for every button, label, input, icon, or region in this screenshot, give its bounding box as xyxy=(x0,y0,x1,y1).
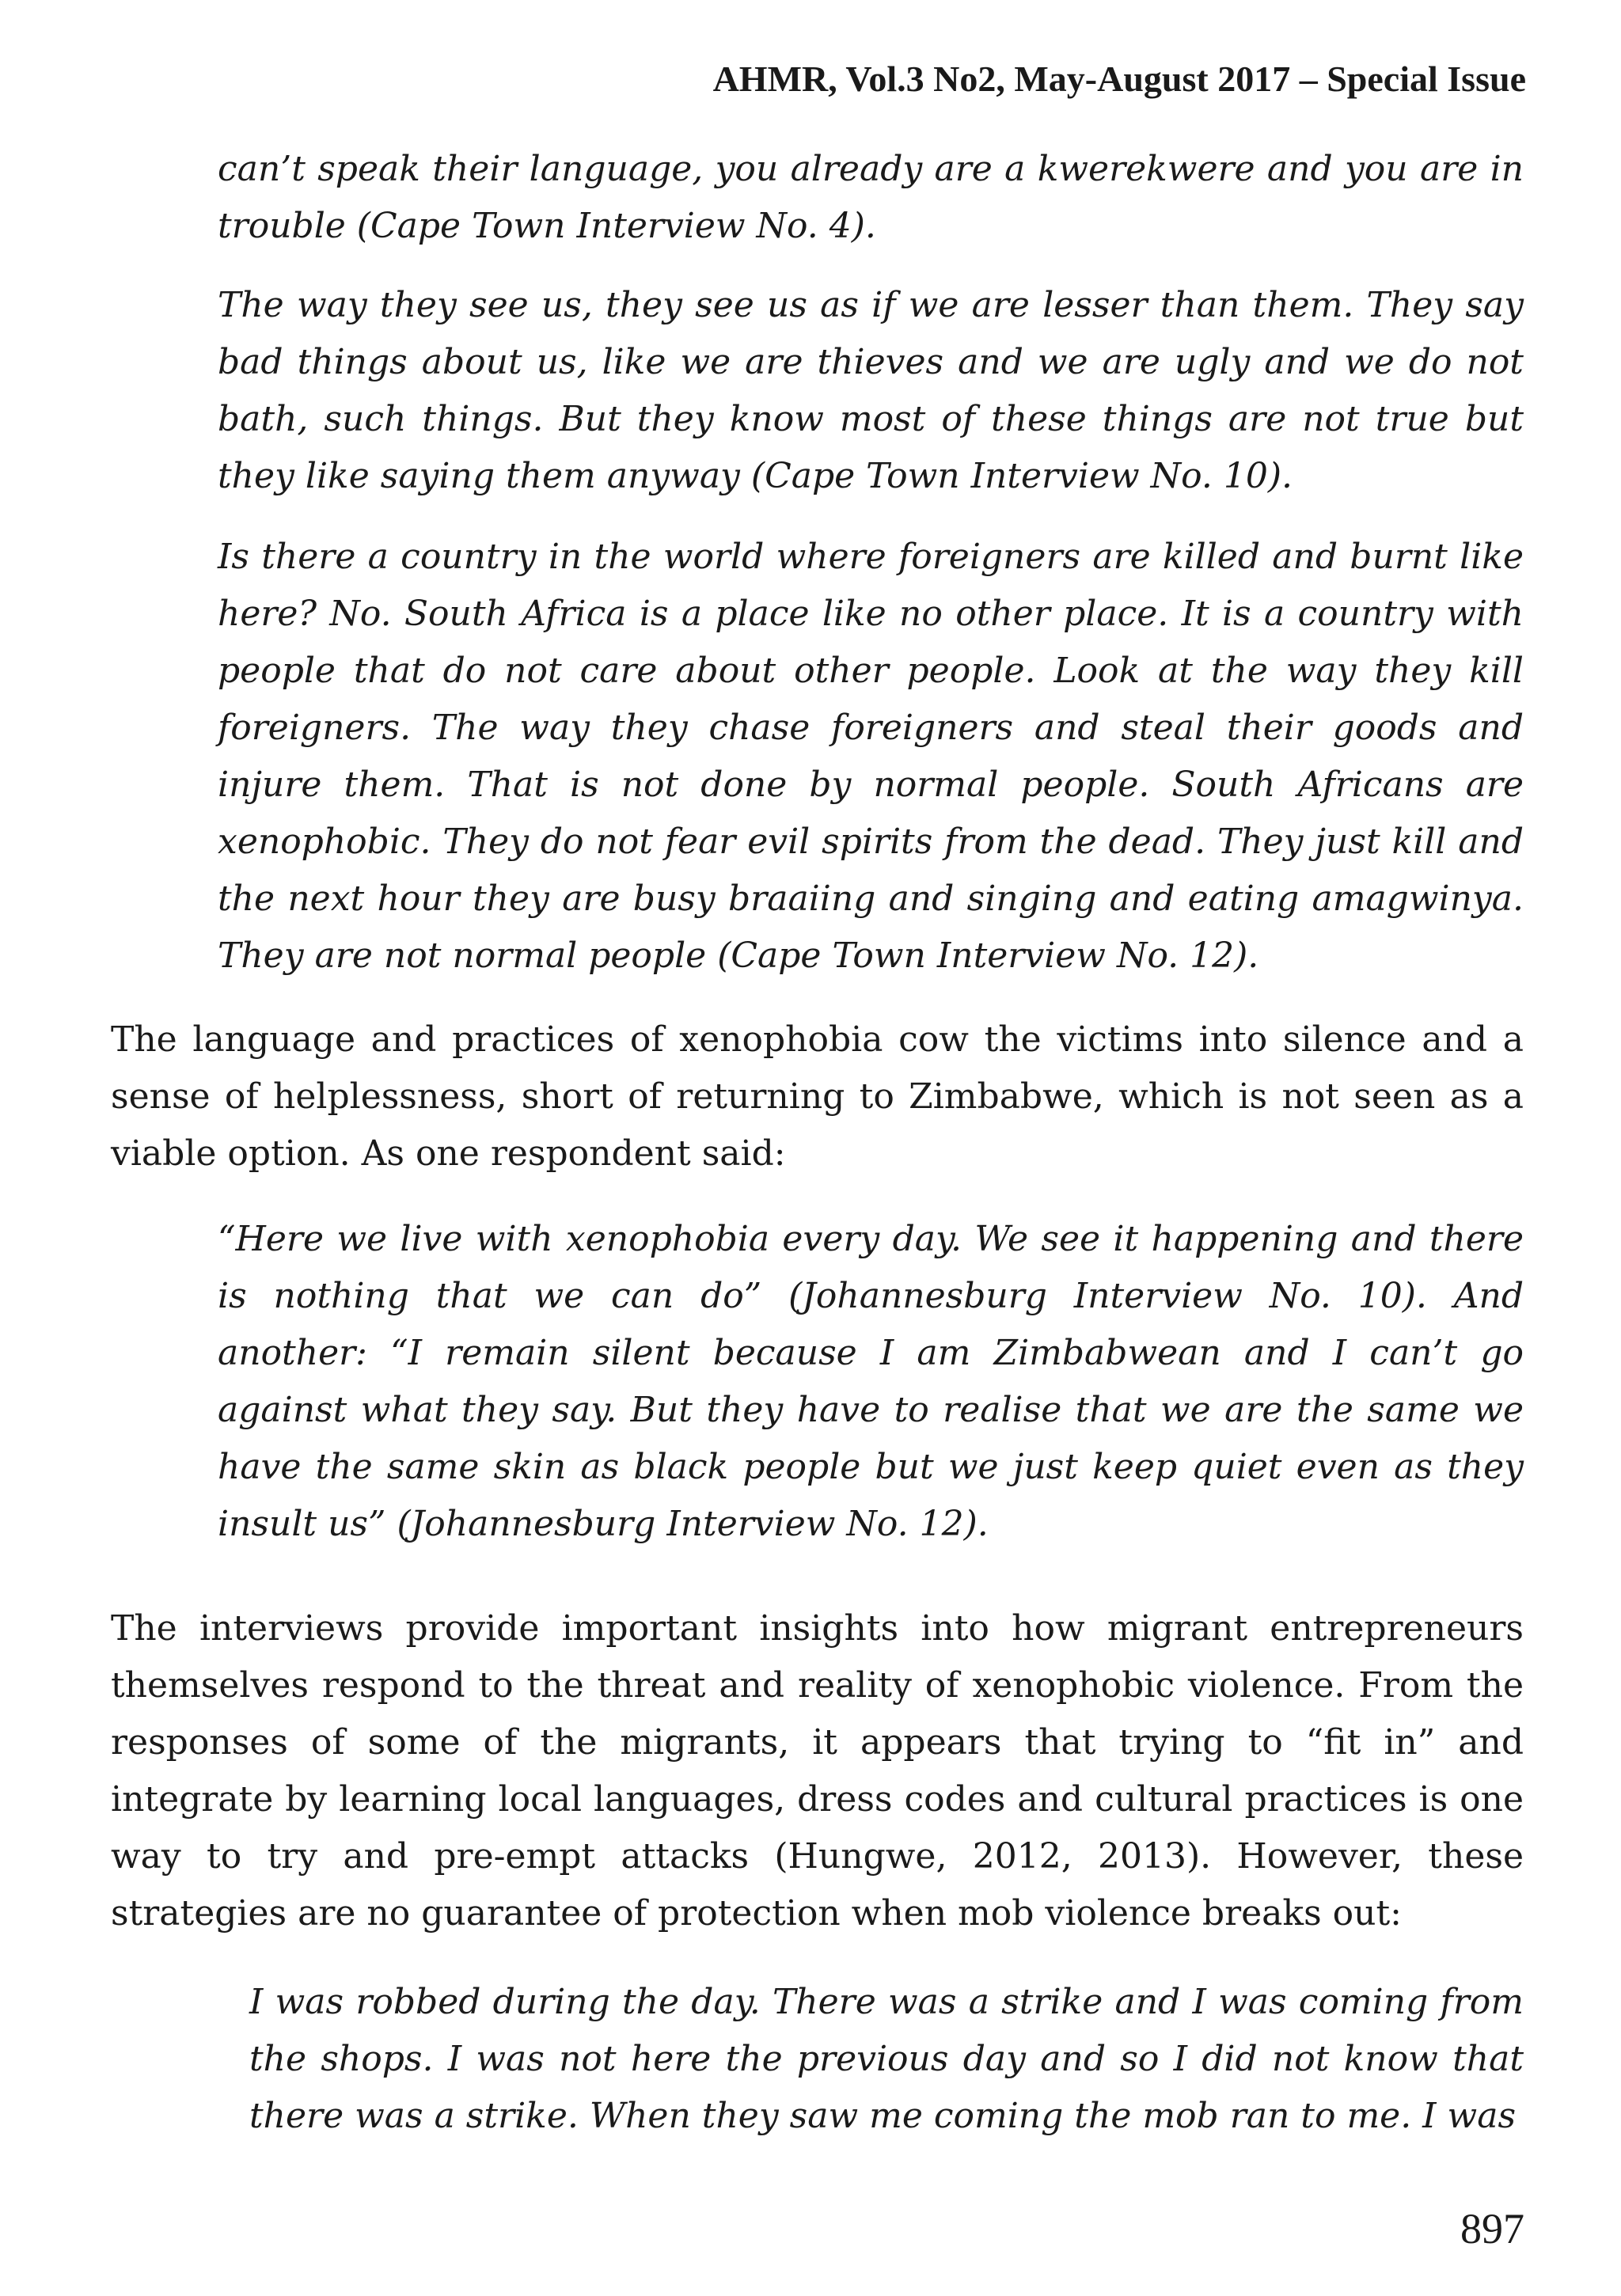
block-quote-cape-town-12: Is there a country in the world where foreigners are killed and burnt like here? No. South Africa is a place like no other place. It is a country with people that do not care about other people. Look at the way they kill foreigners. The way they chase foreigners and steal their goods and injure them. That is not done by normal people. South Africans are xenophobic. They do not fear evil spirits from the dead. They just kill and the next hour they are busy braaiing and singing and eating amagwinya. They are not normal people (Cape Town Interview No. 12). xyxy=(218,537,1524,976)
page-number: 897 xyxy=(1460,2205,1524,2252)
block-quote-johannesburg: “Here we live with xenophobia every day. We see it happening and there is nothing that we can do” (Johannesburg Interview No. 10). And another: “I remain silent because I am Zimbabwean and I can’t go against what they say. But they have to realise that we are the same we have the same skin as black people but we just keep quiet even as they insult us” (Johannesburg Interview No. 12). xyxy=(218,1219,1524,1544)
block-quote-continued: can’t speak their language, you already are a kwerekwere and you are in trouble (Cape Town Interview No. 4). xyxy=(218,149,1524,246)
body-paragraph-silence: The language and practices of xenophobia cow the victims into silence and a sense of helplessness, short of returning to Zimbabwe, which is not seen as a viable option. As one respondent said: xyxy=(111,1019,1524,1174)
block-quote-cape-town-10: The way they see us, they see us as if we are lesser than them. They say bad things about us, like we are thieves and we are ugly and we do not bath, such things. But they know most of these things are not true but they like saying them anyway (Cape Town Interview No. 10). xyxy=(218,285,1524,496)
body-paragraph-interviews: The interviews provide important insights into how migrant entrepreneurs themselves respond to the threat and reality of xenophobic violence. From the responses of some of the migrants, it appears that trying to “fit in” and integrate by learning local languages, dress codes and cultural practices is one way to try and pre-empt attacks (Hungwe, 2012, 2013). However, these strategies are no guarantee of protection when mob violence breaks out: xyxy=(111,1608,1524,1934)
block-quote-robbed: I was robbed during the day. There was a strike and I was coming from the shops. I was not here the previous day and so I did not know that there was a strike. When they saw me coming the mob ran to me. I was xyxy=(249,1982,1524,2136)
running-header: AHMR, Vol.3 No2, May-August 2017 – Special Issue xyxy=(712,59,1526,99)
